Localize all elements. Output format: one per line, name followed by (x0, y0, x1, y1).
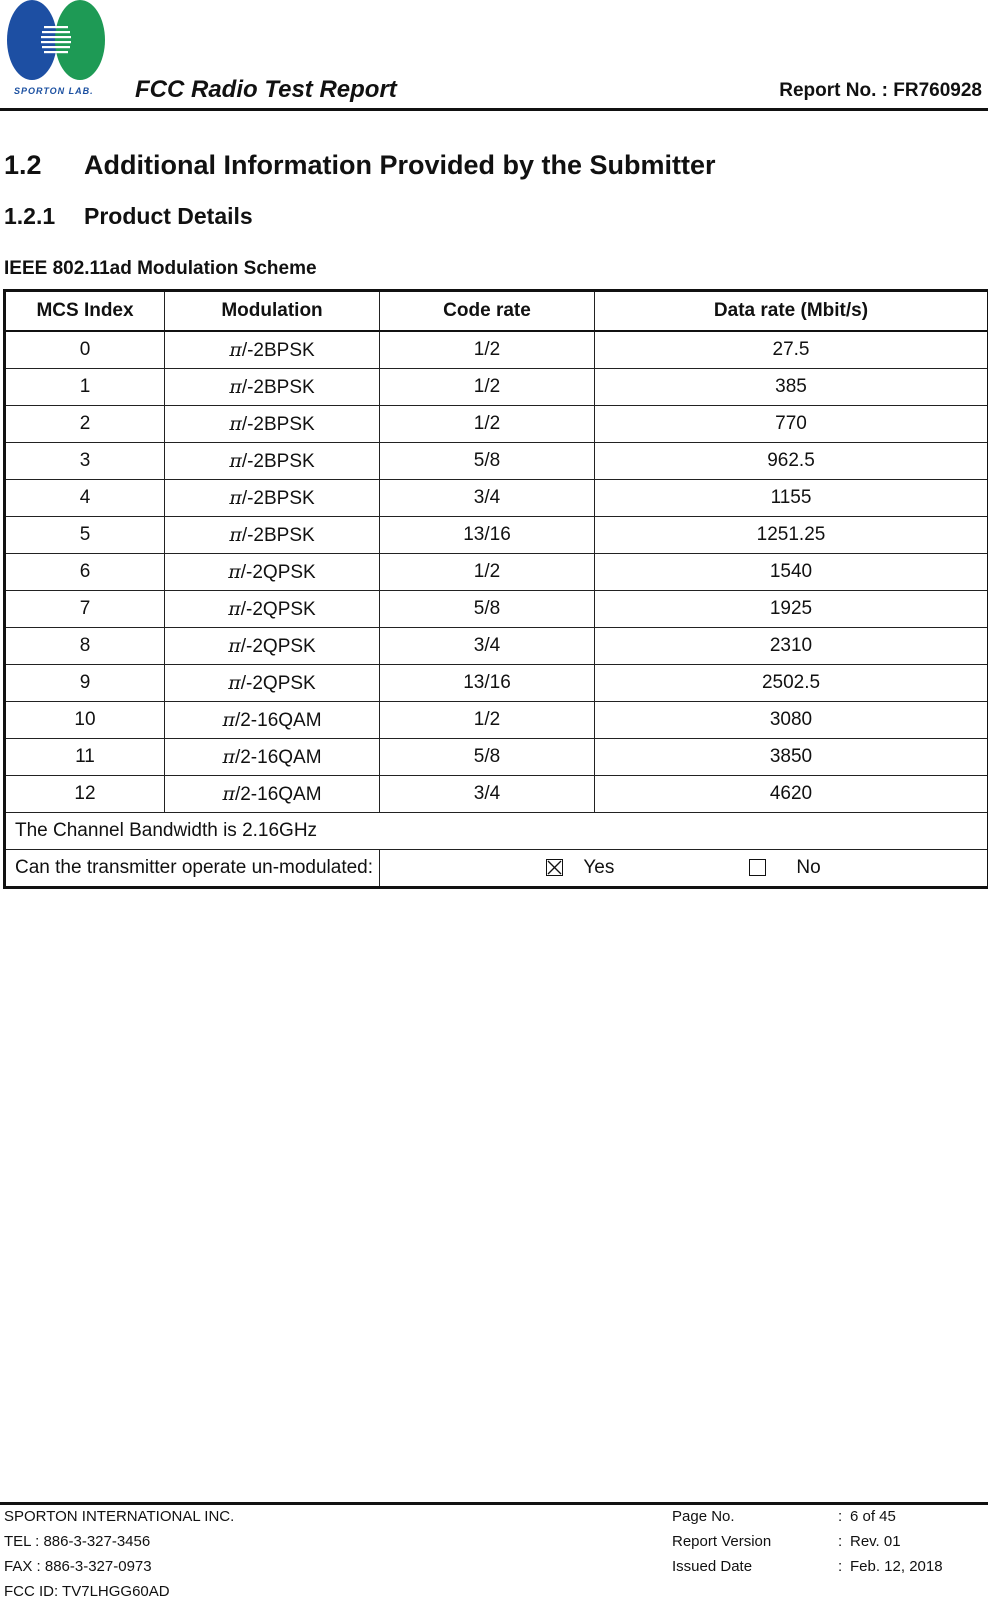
table-caption: IEEE 802.11ad Modulation Scheme (4, 258, 317, 280)
pi-symbol: π (228, 561, 241, 583)
mcs-index-cell: 1 (5, 369, 165, 406)
code-rate-cell: 5/8 (380, 591, 595, 628)
unmodulated-question: Can the transmitter operate un-modulated: (5, 850, 380, 888)
code-rate-cell: 5/8 (380, 443, 595, 480)
modulation-text: /-2BPSK (242, 488, 315, 509)
modulation-cell (165, 665, 380, 702)
fcc-id: FCC ID: TV7LHGG60AD (4, 1583, 170, 1600)
unmodulated-answer (380, 850, 988, 888)
table-row (5, 628, 988, 665)
no-checkbox[interactable] (749, 859, 766, 876)
data-rate-cell: 2502.5 (595, 665, 988, 702)
modulation-cell (165, 702, 380, 739)
subsection-heading (4, 203, 253, 230)
modulation-cell (165, 739, 380, 776)
pi-symbol: π (229, 413, 242, 435)
modulation-text: /-2QPSK (241, 673, 316, 694)
modulation-cell (165, 776, 380, 813)
code-rate-cell: 3/4 (380, 776, 595, 813)
code-rate-cell: 1/2 (380, 554, 595, 591)
pi-symbol: π (229, 339, 242, 361)
modulation-text: /-2QPSK (241, 562, 316, 583)
modulation-cell (165, 591, 380, 628)
code-rate-cell: 1/2 (380, 331, 595, 369)
company-tel: TEL : 886-3-327-3456 (4, 1533, 150, 1550)
data-rate-cell: 4620 (595, 776, 988, 813)
report-number: Report No. : FR760928 (779, 80, 982, 102)
modulation-text: /-2QPSK (241, 636, 316, 657)
modulation-text: /-2BPSK (242, 377, 315, 398)
modulation-text: /2-16QAM (235, 710, 322, 731)
page-no-label: Page No. (672, 1508, 735, 1525)
table-row (5, 406, 988, 443)
modulation-cell (165, 443, 380, 480)
colon: : (838, 1508, 842, 1525)
modulation-cell (165, 406, 380, 443)
sporton-logo (4, 0, 108, 100)
mcs-index-cell: 5 (5, 517, 165, 554)
data-rate-cell: 1155 (595, 480, 988, 517)
table-row (5, 480, 988, 517)
table-row (5, 776, 988, 813)
section-number: 1.2 (4, 150, 84, 181)
table-row (5, 369, 988, 406)
modulation-text: /-2BPSK (242, 525, 315, 546)
code-rate-cell: 13/16 (380, 665, 595, 702)
modulation-text: /-2BPSK (242, 451, 315, 472)
bandwidth-note: The Channel Bandwidth is 2.16GHz (5, 813, 988, 850)
mcs-index-cell: 7 (5, 591, 165, 628)
report-version-label: Report Version (672, 1533, 771, 1550)
pi-symbol: π (228, 635, 241, 657)
data-rate-cell: 770 (595, 406, 988, 443)
pi-symbol: π (229, 524, 242, 546)
page-footer (4, 1508, 984, 1608)
data-rate-cell: 385 (595, 369, 988, 406)
pi-symbol: π (228, 672, 241, 694)
modulation-cell (165, 517, 380, 554)
colon: : (838, 1558, 842, 1575)
code-rate-cell: 1/2 (380, 406, 595, 443)
data-rate-cell: 1540 (595, 554, 988, 591)
code-rate-cell: 3/4 (380, 628, 595, 665)
data-rate-cell: 1251.25 (595, 517, 988, 554)
column-header-data-rate: Data rate (Mbit/s) (595, 291, 988, 332)
pi-symbol: π (228, 598, 241, 620)
table-header-row (5, 291, 988, 332)
yes-checkbox[interactable] (546, 859, 563, 876)
data-rate-cell: 27.5 (595, 331, 988, 369)
company-fax: FAX : 886-3-327-0973 (4, 1558, 152, 1575)
modulation-cell (165, 480, 380, 517)
logo-text: SPORTON LAB. (14, 86, 94, 96)
column-header-modulation: Modulation (165, 291, 380, 332)
modulation-cell (165, 369, 380, 406)
modulation-text: /2-16QAM (235, 747, 322, 768)
data-rate-cell: 2310 (595, 628, 988, 665)
no-label: No (796, 857, 820, 879)
page-header (0, 0, 988, 112)
table-row (5, 665, 988, 702)
mcs-index-cell: 8 (5, 628, 165, 665)
mcs-index-cell: 10 (5, 702, 165, 739)
modulation-cell (165, 331, 380, 369)
report-title: FCC Radio Test Report (135, 76, 397, 104)
pi-symbol: π (229, 376, 242, 398)
mcs-index-cell: 6 (5, 554, 165, 591)
footer-divider (0, 1502, 988, 1505)
issued-date-value: Feb. 12, 2018 (850, 1558, 943, 1575)
pi-symbol: π (222, 709, 235, 731)
checkbox-cross-icon (547, 860, 564, 877)
mcs-index-cell: 4 (5, 480, 165, 517)
issued-date-label: Issued Date (672, 1558, 752, 1575)
pi-symbol: π (222, 746, 235, 768)
pi-symbol: π (222, 783, 235, 805)
mcs-index-cell: 9 (5, 665, 165, 702)
modulation-table (3, 289, 988, 889)
modulation-text: /-2BPSK (242, 414, 315, 435)
subsection-number: 1.2.1 (4, 203, 84, 230)
header-divider (0, 108, 988, 111)
bandwidth-row (5, 813, 988, 850)
table-row (5, 331, 988, 369)
data-rate-cell: 3080 (595, 702, 988, 739)
mcs-index-cell: 12 (5, 776, 165, 813)
mcs-index-cell: 0 (5, 331, 165, 369)
modulation-text: /2-16QAM (235, 784, 322, 805)
subsection-title: Product Details (84, 203, 253, 229)
yes-label: Yes (583, 857, 614, 879)
table-row (5, 591, 988, 628)
mcs-index-cell: 11 (5, 739, 165, 776)
modulation-cell (165, 554, 380, 591)
column-header-mcs: MCS Index (5, 291, 165, 332)
code-rate-cell: 1/2 (380, 369, 595, 406)
data-rate-cell: 962.5 (595, 443, 988, 480)
data-rate-cell: 1925 (595, 591, 988, 628)
company-name: SPORTON INTERNATIONAL INC. (4, 1508, 234, 1525)
pi-symbol: π (229, 450, 242, 472)
report-version-value: Rev. 01 (850, 1533, 901, 1550)
column-header-code-rate: Code rate (380, 291, 595, 332)
code-rate-cell: 5/8 (380, 739, 595, 776)
section-heading (4, 150, 716, 181)
table-row (5, 739, 988, 776)
table-row (5, 554, 988, 591)
modulation-cell (165, 628, 380, 665)
section-title: Additional Information Provided by the Submitter (84, 150, 716, 180)
page-no-value: 6 of 45 (850, 1508, 896, 1525)
table-row (5, 443, 988, 480)
code-rate-cell: 13/16 (380, 517, 595, 554)
colon: : (838, 1533, 842, 1550)
logo-globe-icon (4, 0, 108, 86)
data-rate-cell: 3850 (595, 739, 988, 776)
table-row (5, 517, 988, 554)
pi-symbol: π (229, 487, 242, 509)
mcs-index-cell: 2 (5, 406, 165, 443)
modulation-text: /-2BPSK (242, 340, 315, 361)
code-rate-cell: 3/4 (380, 480, 595, 517)
table-body (5, 331, 988, 813)
code-rate-cell: 1/2 (380, 702, 595, 739)
mcs-index-cell: 3 (5, 443, 165, 480)
unmodulated-row (5, 850, 988, 888)
table-row (5, 702, 988, 739)
modulation-text: /-2QPSK (241, 599, 316, 620)
